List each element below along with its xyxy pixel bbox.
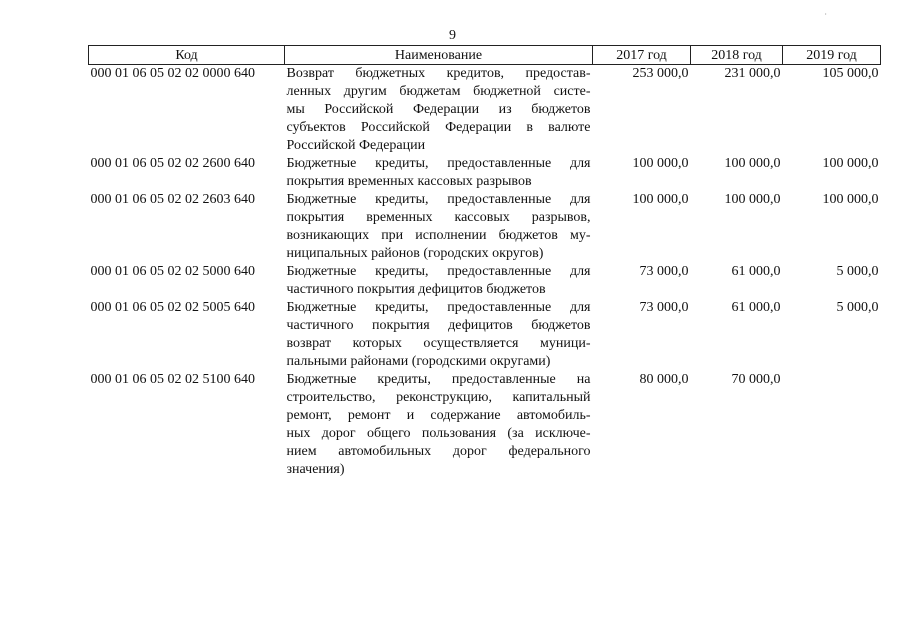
table-row xyxy=(89,299,881,371)
table-row xyxy=(89,263,881,299)
row-name-line: Возврат бюджетных кредитов, предостав- xyxy=(286,66,591,81)
row-name-line: ных дорог общего пользования (за исключе- xyxy=(286,426,591,441)
row-value-2018: 231 000,0 xyxy=(724,66,781,81)
row-code: 000 01 06 05 02 02 2600 640 xyxy=(90,156,255,171)
row-name-line: значения) xyxy=(286,462,345,477)
row-value-2018: 61 000,0 xyxy=(731,300,781,315)
row-value-2019 xyxy=(783,371,881,479)
row-name-line: Бюджетные кредиты, предоставленные для xyxy=(286,192,591,207)
row-value-2019: 5 000,0 xyxy=(836,300,879,315)
table-row xyxy=(89,371,881,479)
row-name-line: нием автомобильных дорог федерального xyxy=(286,444,591,459)
table-body xyxy=(89,65,881,480)
row-name-line: ленных другим бюджетам бюджетной систе- xyxy=(286,84,591,99)
row-name-line: частичного покрытия дефицитов бюджетов xyxy=(286,282,546,297)
header-name: Наименование xyxy=(285,46,593,65)
row-name-line: возникающих при исполнении бюджетов му- xyxy=(286,228,591,243)
row-name-line: Бюджетные кредиты, предоставленные на xyxy=(286,372,591,387)
row-value-2017: 73 000,0 xyxy=(639,300,689,315)
row-name-line: ремонт, ремонт и содержание автомобиль- xyxy=(286,408,591,423)
row-name-line: Бюджетные кредиты, предоставленные для xyxy=(286,156,591,171)
row-value-2017: 100 000,0 xyxy=(632,192,689,207)
row-value-2018: 100 000,0 xyxy=(724,192,781,207)
row-value-2019: 5 000,0 xyxy=(836,264,879,279)
row-value-2017: 100 000,0 xyxy=(632,156,689,171)
header-code: Код xyxy=(89,46,285,65)
row-name xyxy=(285,371,593,479)
row-name-line: ниципальных районов (городских округов) xyxy=(286,246,544,261)
row-name xyxy=(285,299,593,371)
row-name-line: возврат которых осуществляется муници- xyxy=(286,336,591,351)
row-name xyxy=(285,263,593,299)
row-name-line: мы Российской Федерации из бюджетов xyxy=(286,102,591,117)
row-name-line: Бюджетные кредиты, предоставленные для xyxy=(286,300,591,315)
row-name xyxy=(285,65,593,156)
table-header-row xyxy=(89,46,881,65)
row-name-line: пальными районами (городскими округами) xyxy=(286,354,551,369)
table-row xyxy=(89,155,881,191)
row-code: 000 01 06 05 02 02 5005 640 xyxy=(90,300,255,315)
corner-mark: · xyxy=(824,10,827,19)
row-name-line: Бюджетные кредиты, предоставленные для xyxy=(286,264,591,279)
row-value-2017: 80 000,0 xyxy=(639,372,689,387)
row-value-2017: 73 000,0 xyxy=(639,264,689,279)
header-year-2019: 2019 год xyxy=(783,46,881,65)
row-code: 000 01 06 05 02 02 5100 640 xyxy=(90,372,255,387)
budget-table xyxy=(88,45,881,479)
row-value-2019: 100 000,0 xyxy=(822,156,879,171)
row-name xyxy=(285,191,593,263)
row-name-line: частичного покрытия дефицитов бюджетов xyxy=(286,318,591,333)
row-name-line: субъектов Российской Федерации в валюте xyxy=(286,120,591,135)
row-name-line: покрытия временных кассовых разрывов xyxy=(286,174,532,189)
row-name-line: Российской Федерации xyxy=(286,138,426,153)
table-row xyxy=(89,191,881,263)
row-code: 000 01 06 05 02 02 2603 640 xyxy=(90,192,255,207)
row-code: 000 01 06 05 02 02 0000 640 xyxy=(90,66,255,81)
row-code: 000 01 06 05 02 02 5000 640 xyxy=(90,264,255,279)
header-year-2017: 2017 год xyxy=(593,46,691,65)
row-name-line: покрытия временных кассовых разрывов, xyxy=(286,210,591,225)
header-year-2018: 2018 год xyxy=(691,46,783,65)
row-value-2018: 61 000,0 xyxy=(731,264,781,279)
row-value-2018: 70 000,0 xyxy=(731,372,781,387)
row-value-2017: 253 000,0 xyxy=(632,66,689,81)
row-value-2019: 105 000,0 xyxy=(822,66,879,81)
row-name xyxy=(285,155,593,191)
row-value-2018: 100 000,0 xyxy=(724,156,781,171)
row-name-line: строительство, реконструкцию, капитальный xyxy=(286,390,591,405)
row-value-2019: 100 000,0 xyxy=(822,192,879,207)
table-row xyxy=(89,65,881,156)
page-number: 9 xyxy=(449,28,456,43)
